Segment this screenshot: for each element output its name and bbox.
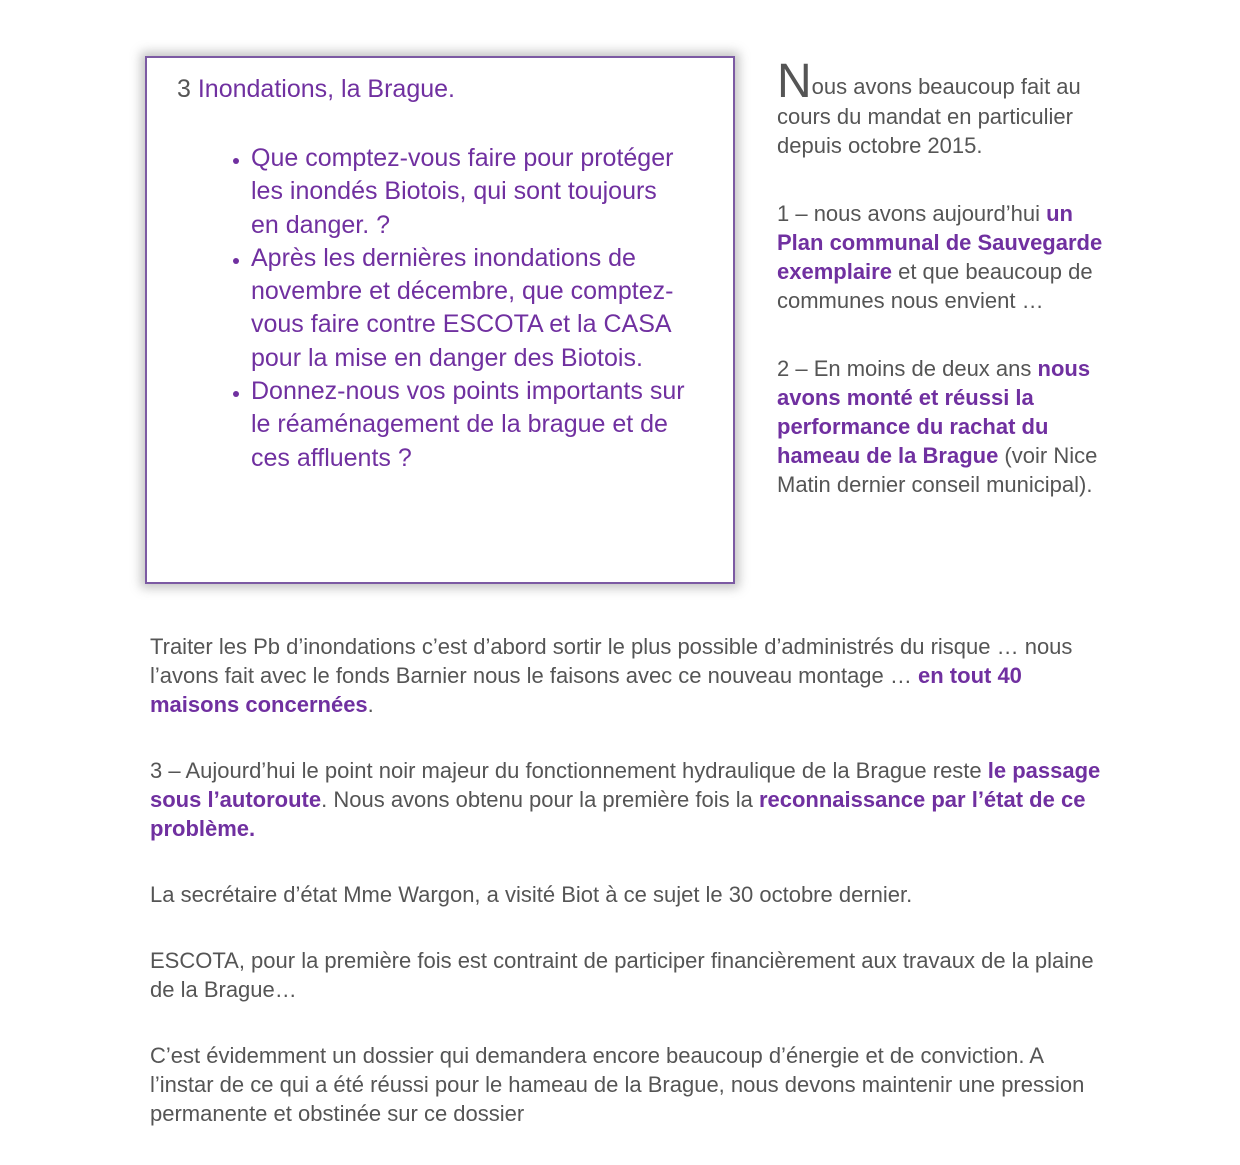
para1-text: Traiter les Pb d’inondations c’est d’abord sortir le plus possible d’administrés du risque … nous l’avons fait avec le fonds Barnier nous le faisons avec ce nouveau montage … [150, 634, 1073, 688]
point2-prefix: 2 – En moins de deux ans [777, 356, 1038, 381]
para2-highlight-1: le passage sous l’autoroute [150, 758, 1101, 812]
question-item: • Donnez-nous vos points importants sur le réaménagement de la brague et de ces affluents ? [251, 375, 691, 475]
para1-end: . [367, 692, 374, 717]
question-title [177, 74, 455, 104]
paragraph-motorway [150, 756, 1110, 843]
question-list [207, 142, 691, 475]
para2-highlight-2: reconnaissance par l’état de ce problème. [150, 787, 1086, 841]
question-item: • Après les dernières inondations de novembre et décembre, que comptez-vous faire contre ESCOTA et la CASA pour la mise en danger des Biotois. [251, 242, 691, 375]
drop-cap: N [777, 55, 812, 108]
answer-bottom-section [150, 632, 1110, 1165]
paragraph-flood-risk [150, 632, 1110, 719]
paragraph-secretary-visit: La secrétaire d’état Mme Wargon, a visité Biot à ce sujet le 30 octobre dernier. [150, 882, 913, 907]
answer-intro [777, 55, 1107, 160]
para2-prefix: 3 – Aujourd’hui le point noir majeur du fonctionnement hydraulique de la Brague reste [150, 758, 988, 783]
answer-point-1 [777, 199, 1107, 315]
para2-mid: . Nous avons obtenu pour la première fois la [321, 787, 759, 812]
point1-suffix: et que beaucoup de communes nous envient … [777, 259, 1093, 313]
intro-text: ous avons beaucoup fait au cours du mandat en particulier depuis octobre 2015. [777, 74, 1081, 158]
point1-highlight: un Plan communal de Sauvegarde exemplaire [777, 201, 1103, 284]
paragraph-conclusion: C’est évidemment un dossier qui demandera encore beaucoup d’énergie et de conviction. A l’instar de ce qui a été réussi pour le hameau de la Brague, nous devons maintenir une pression permanente et obstinée sur ce dossier [150, 1043, 1085, 1126]
point2-suffix: (voir Nice Matin dernier conseil municipal). [777, 443, 1098, 497]
paragraph-escota: ESCOTA, pour la première fois est contraint de participer financièrement aux travaux de la plaine de la Brague… [150, 948, 1094, 1002]
answer-point-2 [777, 354, 1107, 499]
question-title-text: Inondations, la Brague. [197, 75, 455, 103]
answer-right-column [777, 55, 1107, 538]
para1-highlight: en tout 40 maisons concernées [150, 663, 1022, 717]
point1-prefix: 1 – nous avons aujourd’hui [777, 201, 1047, 226]
point2-highlight: nous avons monté et réussi la performance du rachat du hameau de la Brague [777, 356, 1091, 468]
question-box [145, 56, 735, 584]
question-item: • Que comptez-vous faire pour protéger les inondés Biotois, qui sont toujours en danger. ? [251, 142, 691, 242]
question-number: 3 [177, 75, 191, 103]
